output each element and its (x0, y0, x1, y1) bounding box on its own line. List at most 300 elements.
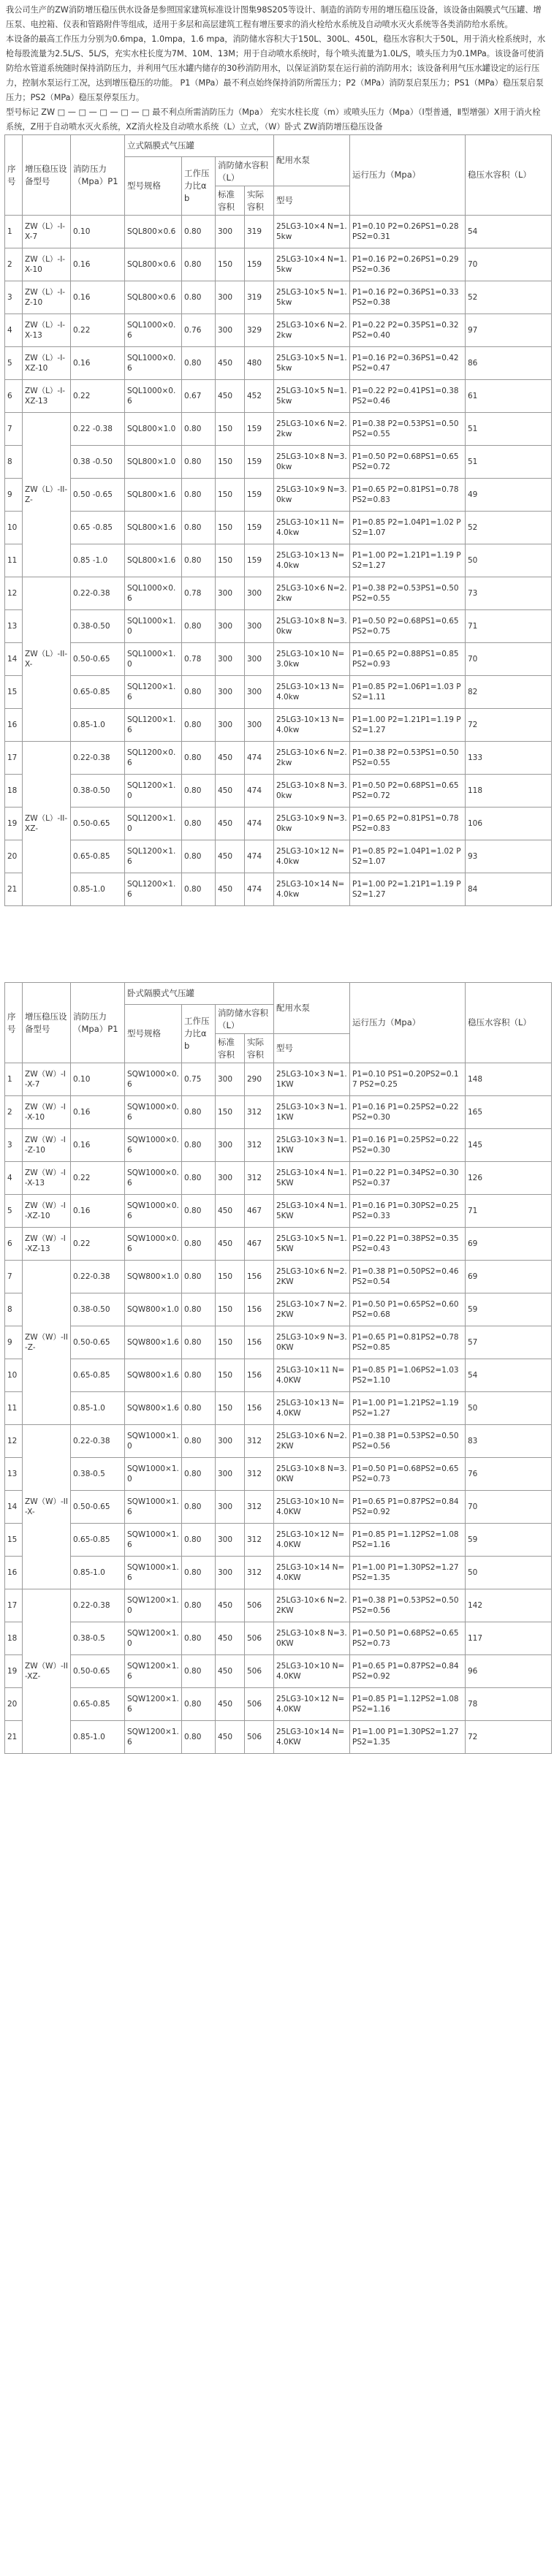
actual-volume-cell: 474 (245, 808, 274, 840)
table-row (5, 873, 552, 906)
pump-model-cell: 25LG3-10×6 N=2.2kw (274, 742, 350, 775)
work-ratio-cell: 0.80 (182, 610, 216, 643)
table-row (5, 248, 552, 281)
vessel-model-cell: SQL1200×1.6 (125, 873, 182, 906)
actual-volume-cell: 156 (245, 1326, 274, 1359)
stab-volume-cell: 70 (466, 248, 552, 281)
model-cell: ZW（L）-I-XZ-10 (23, 347, 71, 380)
pump-model-cell: 25LG3-10×11 N=4.0kw (274, 512, 350, 544)
table-row (5, 1096, 552, 1129)
vessel-model-cell: SQL800×1.0 (125, 413, 182, 446)
pump-model-cell: 25LG3-10×4 N=1.5kw (274, 216, 350, 248)
work-ratio-cell: 0.80 (182, 413, 216, 446)
actual-volume-cell: 159 (245, 413, 274, 446)
actual-volume-cell: 300 (245, 610, 274, 643)
intro-text (0, 0, 554, 134)
actual-volume-cell: 312 (245, 1096, 274, 1129)
stab-volume-cell: 165 (466, 1096, 552, 1129)
nominal-volume-cell: 450 (216, 347, 245, 380)
header-stab-volume: 稳压水容积（L） (466, 983, 552, 1063)
vessel-model-cell: SQL1000×0.6 (125, 314, 182, 347)
p1-cell: 0.85-1.0 (71, 1721, 125, 1754)
stab-volume-cell: 49 (466, 479, 552, 512)
table-row (5, 512, 552, 544)
run-pressure-cell: P1=0.16 P2=0.26PS1=0.29 PS2=0.36 (350, 248, 466, 281)
nominal-volume-cell: 150 (216, 1326, 245, 1359)
p1-cell: 0.50 -0.65 (71, 479, 125, 512)
nominal-volume-cell: 300 (216, 1162, 245, 1195)
stab-volume-cell: 76 (466, 1458, 552, 1491)
actual-volume-cell: 300 (245, 577, 274, 610)
header-no: 序号 (5, 983, 23, 1063)
pump-model-cell: 25LG3-10×4 N=1.5kw (274, 248, 350, 281)
header-no: 序号 (5, 135, 23, 216)
vessel-model-cell: SQL800×1.0 (125, 446, 182, 479)
run-pressure-cell: P1=0.85 P1=1.12PS2=1.08 PS2=1.16 (350, 1688, 466, 1721)
p1-cell: 0.50-0.65 (71, 808, 125, 840)
pump-model-cell: 25LG3-10×3 N=1.1KW (274, 1096, 350, 1129)
model-cell: ZW（W）-I-X-13 (23, 1162, 71, 1195)
header-work-ratio: 工作压力比α b (182, 157, 216, 216)
table-row (5, 676, 552, 709)
model-cell: ZW（L）-I-Z-10 (23, 281, 71, 314)
row-number: 2 (5, 248, 23, 281)
actual-volume-cell: 312 (245, 1425, 274, 1458)
work-ratio-cell: 0.67 (182, 380, 216, 413)
vessel-model-cell: SQL1200×1.6 (125, 676, 182, 709)
actual-volume-cell: 312 (245, 1557, 274, 1589)
run-pressure-cell: P1=0.38 P1=0.50PS2=0.46 PS2=0.54 (350, 1261, 466, 1293)
row-number: 14 (5, 1491, 23, 1524)
vessel-model-cell: SQL1000×0.6 (125, 347, 182, 380)
stab-volume-cell: 52 (466, 281, 552, 314)
table-row (5, 1425, 552, 1458)
vessel-model-cell: SQW1000×0.6 (125, 1063, 182, 1096)
row-number: 19 (5, 1655, 23, 1688)
header-work-ratio: 工作压力比α b (182, 1005, 216, 1063)
work-ratio-cell: 0.80 (182, 873, 216, 906)
nominal-volume-cell: 450 (216, 742, 245, 775)
model-cell: ZW（W）-I-Z-10 (23, 1129, 71, 1162)
pump-model-cell: 25LG3-10×12 N=4.0KW (274, 1524, 350, 1557)
stab-volume-cell: 61 (466, 380, 552, 413)
pump-model-cell: 25LG3-10×9 N=3.0kw (274, 479, 350, 512)
table-row (5, 347, 552, 380)
work-ratio-cell: 0.80 (182, 1096, 216, 1129)
nominal-volume-cell: 450 (216, 1688, 245, 1721)
actual-volume-cell: 159 (245, 479, 274, 512)
model-cell: ZW（W）-I-X-7 (23, 1063, 71, 1096)
pump-model-cell: 25LG3-10×14 N=4.0kw (274, 873, 350, 906)
stab-volume-cell: 106 (466, 808, 552, 840)
run-pressure-cell: P1=0.38 P2=0.53PS1=0.50 PS2=0.55 (350, 742, 466, 775)
run-pressure-cell: P1=0.65 P2=0.88PS1=0.85 PS2=0.93 (350, 643, 466, 676)
row-number: 3 (5, 281, 23, 314)
actual-volume-cell: 159 (245, 512, 274, 544)
work-ratio-cell: 0.80 (182, 709, 216, 742)
p1-cell: 0.65 -0.85 (71, 512, 125, 544)
work-ratio-cell: 0.80 (182, 512, 216, 544)
p1-cell: 0.50-0.65 (71, 1491, 125, 1524)
work-ratio-cell: 0.80 (182, 1293, 216, 1326)
vessel-model-cell: SQL1000×1.0 (125, 610, 182, 643)
pump-model-cell: 25LG3-10×13 N=4.0kw (274, 709, 350, 742)
p1-cell: 0.85-1.0 (71, 709, 125, 742)
row-number: 6 (5, 380, 23, 413)
table-row (5, 1557, 552, 1589)
pump-model-cell: 25LG3-10×9 N=3.0kw (274, 808, 350, 840)
header-model: 增压稳压设备型号 (23, 983, 71, 1063)
work-ratio-cell: 0.80 (182, 1721, 216, 1754)
work-ratio-cell: 0.80 (182, 1622, 216, 1655)
row-number: 7 (5, 413, 23, 446)
p1-cell: 0.22 -0.38 (71, 413, 125, 446)
stab-volume-cell: 93 (466, 840, 552, 873)
header-model: 增压稳压设备型号 (23, 135, 71, 216)
vessel-model-cell: SQW1000×0.6 (125, 1162, 182, 1195)
actual-volume-cell: 474 (245, 775, 274, 808)
stab-volume-cell: 51 (466, 413, 552, 446)
actual-volume-cell: 467 (245, 1195, 274, 1228)
run-pressure-cell: P1=0.38 P2=0.53PS1=0.50 PS2=0.55 (350, 413, 466, 446)
run-pressure-cell: P1=0.50 P2=0.68PS1=0.65 PS2=0.72 (350, 446, 466, 479)
pump-model-cell: 25LG3-10×8 N=3.0KW (274, 1458, 350, 1491)
pump-model-cell: 25LG3-10×6 N=2.2KW (274, 1425, 350, 1458)
table-row (5, 610, 552, 643)
p1-cell: 0.10 (71, 1063, 125, 1096)
run-pressure-cell: P1=0.16 P1=0.25PS2=0.22 PS2=0.30 (350, 1129, 466, 1162)
stab-volume-cell: 118 (466, 775, 552, 808)
nominal-volume-cell: 300 (216, 1129, 245, 1162)
stab-volume-cell: 71 (466, 1195, 552, 1228)
table-row (5, 1688, 552, 1721)
p1-cell: 0.16 (71, 347, 125, 380)
header-actual: 实际容积 (245, 186, 274, 216)
p1-cell: 0.22 (71, 1162, 125, 1195)
nominal-volume-cell: 300 (216, 610, 245, 643)
nominal-volume-cell: 450 (216, 1589, 245, 1622)
stab-volume-cell: 57 (466, 1326, 552, 1359)
vessel-model-cell: SQL1000×1.0 (125, 643, 182, 676)
pump-model-cell: 25LG3-10×4 N=1.5KW (274, 1162, 350, 1195)
p1-cell: 0.50-0.65 (71, 643, 125, 676)
run-pressure-cell: P1=0.38 P2=0.53PS1=0.50 PS2=0.55 (350, 577, 466, 610)
p1-cell: 0.22-0.38 (71, 1589, 125, 1622)
pump-model-cell: 25LG3-10×6 N=2.2kw (274, 413, 350, 446)
stab-volume-cell: 148 (466, 1063, 552, 1096)
stab-volume-cell: 145 (466, 1129, 552, 1162)
row-number: 13 (5, 610, 23, 643)
header-storage: 消防储水容积（L） (216, 1005, 274, 1034)
vessel-model-cell: SQL1200×1.6 (125, 709, 182, 742)
model-group-cell: ZW（L）-II-Z- (23, 413, 71, 577)
actual-volume-cell: 474 (245, 873, 274, 906)
vessel-model-cell: SQL800×1.6 (125, 512, 182, 544)
pump-model-cell: 25LG3-10×10 N=4.0KW (274, 1491, 350, 1524)
header-p1: 消防压力（Mpa）P1 (71, 983, 125, 1063)
row-number: 3 (5, 1129, 23, 1162)
actual-volume-cell: 319 (245, 216, 274, 248)
run-pressure-cell: P1=0.50 P1=0.65PS2=0.60 PS2=0.68 (350, 1293, 466, 1326)
table-row (5, 775, 552, 808)
run-pressure-cell: P1=1.00 P2=1.21P1=1.19 PS2=1.27 (350, 544, 466, 577)
pump-model-cell: 25LG3-10×11 N=4.0KW (274, 1359, 350, 1392)
row-number: 17 (5, 742, 23, 775)
run-pressure-cell: P1=0.65 P1=0.81PS2=0.78 PS2=0.85 (350, 1326, 466, 1359)
work-ratio-cell: 0.76 (182, 314, 216, 347)
row-number: 9 (5, 1326, 23, 1359)
table-row (5, 479, 552, 512)
table-row (5, 742, 552, 775)
pump-model-cell: 25LG3-10×8 N=3.0kw (274, 446, 350, 479)
pump-model-cell: 25LG3-10×14 N=4.0KW (274, 1721, 350, 1754)
actual-volume-cell: 156 (245, 1261, 274, 1293)
pump-model-cell: 25LG3-10×13 N=4.0kw (274, 544, 350, 577)
nominal-volume-cell: 450 (216, 1195, 245, 1228)
pump-model-cell: 25LG3-10×6 N=2.2KW (274, 1589, 350, 1622)
work-ratio-cell: 0.75 (182, 1063, 216, 1096)
vessel-model-cell: SQL800×1.6 (125, 479, 182, 512)
nominal-volume-cell: 300 (216, 281, 245, 314)
table-row (5, 1326, 552, 1359)
stab-volume-cell: 142 (466, 1589, 552, 1622)
intro-paragraph: 本设备的最高工作压力分别为0.6mpa，1.0mpa，1.6 mpa，消防储水容积大于150L、300L、450L，稳压水容积大于50L，用于消火栓系统时，水枪每股流量为2.5L/S、5L/S，充实水柱长度为7M、10M、13M；用于自动喷水系统时，每个喷头流量为1.0L/S，喷头压力为0.1MPa。该设备可使消防给水管道系统随时保持消防压力，并利用气压水罐内储存的30秒消防用水，以保证消防泵在运行前的消防用水；该设备利用气压水罐设定的运行压力，控制水泵运行工况，达到增压稳压的功能。 P1（MPa）最不利点始终保持消防所需压力；P2（MPa）消防泵启泵压力；PS1（MPa）稳压泵启泵压力；PS2（MPa）稳压泵停泵压力。 (6, 34, 546, 102)
run-pressure-cell: P1=0.65 P2=0.81PS1=0.78 PS2=0.83 (350, 808, 466, 840)
vessel-model-cell: SQL800×0.6 (125, 248, 182, 281)
stab-volume-cell: 54 (466, 1359, 552, 1392)
nominal-volume-cell: 300 (216, 1425, 245, 1458)
work-ratio-cell: 0.80 (182, 281, 216, 314)
run-pressure-cell: P1=0.85 P1=1.12PS2=1.08 PS2=1.16 (350, 1524, 466, 1557)
table-row (5, 1491, 552, 1524)
row-number: 11 (5, 544, 23, 577)
pump-model-cell: 25LG3-10×10 N=3.0kw (274, 643, 350, 676)
run-pressure-cell: P1=0.16 P1=0.25PS2=0.22 PS2=0.30 (350, 1096, 466, 1129)
run-pressure-cell: P1=1.00 P1=1.30PS2=1.27 PS2=1.35 (350, 1721, 466, 1754)
pump-model-cell: 25LG3-10×6 N=2.2kw (274, 314, 350, 347)
actual-volume-cell: 452 (245, 380, 274, 413)
pump-model-cell: 25LG3-10×8 N=3.0KW (274, 1622, 350, 1655)
run-pressure-cell: P1=0.22 P1=0.34PS2=0.30 PS2=0.37 (350, 1162, 466, 1195)
p1-cell: 0.22 (71, 380, 125, 413)
work-ratio-cell: 0.80 (182, 446, 216, 479)
header-pump: 配用水泵 (274, 135, 350, 186)
p1-cell: 0.38-0.5 (71, 1622, 125, 1655)
stab-volume-cell: 72 (466, 1721, 552, 1754)
row-number: 13 (5, 1458, 23, 1491)
run-pressure-cell: P1=1.00 P1=1.30PS2=1.27 PS2=1.35 (350, 1557, 466, 1589)
work-ratio-cell: 0.80 (182, 742, 216, 775)
work-ratio-cell: 0.78 (182, 643, 216, 676)
stab-volume-cell: 69 (466, 1261, 552, 1293)
vessel-model-cell: SQW1200×1.6 (125, 1655, 182, 1688)
work-ratio-cell: 0.80 (182, 1162, 216, 1195)
p1-cell: 0.22-0.38 (71, 1261, 125, 1293)
p1-cell: 0.85 -1.0 (71, 544, 125, 577)
header-pump-model: 型号 (274, 1034, 350, 1063)
model-cell: ZW（W）-I-X-10 (23, 1096, 71, 1129)
p1-cell: 0.65-0.85 (71, 1359, 125, 1392)
table-row (5, 1655, 552, 1688)
stab-volume-cell: 72 (466, 709, 552, 742)
actual-volume-cell: 312 (245, 1524, 274, 1557)
header-vessel-model: 型号规格 (125, 1005, 182, 1063)
pump-model-cell: 25LG3-10×7 N=2.2KW (274, 1293, 350, 1326)
run-pressure-cell: P1=0.50 P1=0.68PS2=0.65 PS2=0.73 (350, 1458, 466, 1491)
stab-volume-cell: 97 (466, 314, 552, 347)
header-pump-model: 型号 (274, 186, 350, 216)
vessel-model-cell: SQW800×1.0 (125, 1261, 182, 1293)
nominal-volume-cell: 300 (216, 1063, 245, 1096)
row-number: 16 (5, 709, 23, 742)
run-pressure-cell: P1=0.85 P1=1.06PS2=1.03 PS2=1.10 (350, 1359, 466, 1392)
actual-volume-cell: 312 (245, 1162, 274, 1195)
row-number: 6 (5, 1228, 23, 1261)
work-ratio-cell: 0.80 (182, 1557, 216, 1589)
model-cell: ZW（L）-I-X-13 (23, 314, 71, 347)
work-ratio-cell: 0.80 (182, 1688, 216, 1721)
row-number: 20 (5, 840, 23, 873)
table-row (5, 1524, 552, 1557)
p1-cell: 0.16 (71, 1129, 125, 1162)
table-row (5, 1162, 552, 1195)
vessel-model-cell: SQW1200×1.6 (125, 1721, 182, 1754)
vessel-model-cell: SQL800×0.6 (125, 281, 182, 314)
table-row (5, 1228, 552, 1261)
run-pressure-cell: P1=0.65 P1=0.87PS2=0.84 PS2=0.92 (350, 1491, 466, 1524)
run-pressure-cell: P1=1.00 P2=1.21P1=1.19 PS2=1.27 (350, 709, 466, 742)
run-pressure-cell: P1=0.16 P2=0.36PS1=0.42 PS2=0.47 (350, 347, 466, 380)
nominal-volume-cell: 450 (216, 873, 245, 906)
nominal-volume-cell: 450 (216, 1655, 245, 1688)
vessel-model-cell: SQW1200×1.0 (125, 1622, 182, 1655)
work-ratio-cell: 0.80 (182, 1195, 216, 1228)
actual-volume-cell: 312 (245, 1458, 274, 1491)
header-stab-volume: 稳压水容积（L） (466, 135, 552, 216)
row-number: 4 (5, 1162, 23, 1195)
header-nominal: 标准容积 (216, 1034, 245, 1063)
work-ratio-cell: 0.80 (182, 1261, 216, 1293)
actual-volume-cell: 312 (245, 1491, 274, 1524)
pump-model-cell: 25LG3-10×13 N=4.0kw (274, 676, 350, 709)
table-row (5, 1589, 552, 1622)
p1-cell: 0.85-1.0 (71, 873, 125, 906)
actual-volume-cell: 506 (245, 1655, 274, 1688)
header-p1: 消防压力（Mpa）P1 (71, 135, 125, 216)
stab-volume-cell: 126 (466, 1162, 552, 1195)
row-number: 17 (5, 1589, 23, 1622)
row-number: 7 (5, 1261, 23, 1293)
run-pressure-cell: P1=0.22 P2=0.41PS1=0.38 PS2=0.46 (350, 380, 466, 413)
vessel-model-cell: SQW1000×1.0 (125, 1425, 182, 1458)
nominal-volume-cell: 450 (216, 808, 245, 840)
stab-volume-cell: 70 (466, 643, 552, 676)
nominal-volume-cell: 450 (216, 840, 245, 873)
actual-volume-cell: 159 (245, 544, 274, 577)
stab-volume-cell: 50 (466, 1557, 552, 1589)
model-cell: ZW（W）-I-XZ-10 (23, 1195, 71, 1228)
model-cell: ZW（L）-I-X-10 (23, 248, 71, 281)
pump-model-cell: 25LG3-10×6 N=2.2kw (274, 577, 350, 610)
intro-paragraph: 我公司生产的ZW消防增压稳压供水设备是参照国家建筑标准设计图集98S205等设计、制造的消防专用的增压稳压设备，该设备由隔膜式气压罐、增压泵、电控箱、仪表和管路附件等组成，适用于多层和高层建筑工程有增压要求的消火栓给水系统及自动喷水灭火系统等各类消防给水系统。 (6, 5, 542, 29)
p1-cell: 0.16 (71, 1195, 125, 1228)
actual-volume-cell: 506 (245, 1688, 274, 1721)
work-ratio-cell: 0.80 (182, 808, 216, 840)
pump-model-cell: 25LG3-10×8 N=3.0kw (274, 610, 350, 643)
pump-model-cell: 25LG3-10×13 N=4.0KW (274, 1392, 350, 1425)
actual-volume-cell: 300 (245, 709, 274, 742)
vessel-model-cell: SQW1000×1.6 (125, 1524, 182, 1557)
vessel-model-cell: SQW1000×1.6 (125, 1557, 182, 1589)
model-cell: ZW（L）-I-X-7 (23, 216, 71, 248)
run-pressure-cell: P1=0.85 P2=1.04P1=1.02 PS2=1.07 (350, 840, 466, 873)
nominal-volume-cell: 300 (216, 1524, 245, 1557)
model-group-cell: ZW（W）-II-Z- (23, 1261, 71, 1425)
run-pressure-cell: P1=0.22 P2=0.35PS1=0.32 PS2=0.40 (350, 314, 466, 347)
row-number: 20 (5, 1688, 23, 1721)
nominal-volume-cell: 150 (216, 446, 245, 479)
actual-volume-cell: 506 (245, 1589, 274, 1622)
work-ratio-cell: 0.80 (182, 775, 216, 808)
nominal-volume-cell: 150 (216, 1293, 245, 1326)
row-number: 19 (5, 808, 23, 840)
run-pressure-cell: P1=0.50 P1=0.68PS2=0.65 PS2=0.73 (350, 1622, 466, 1655)
model-cell: ZW（L）-I-XZ-13 (23, 380, 71, 413)
nominal-volume-cell: 450 (216, 1721, 245, 1754)
actual-volume-cell: 156 (245, 1359, 274, 1392)
intro-paragraph: 型号标记 ZW □ — □ — □ — □ — □ 最不利点所需消防压力（Mpa） 充实水柱长度（m）或喷头压力（Mpa）（Ⅰ型普通，Ⅱ型增强）X用于消火栓系统，Z用于自动喷水灭火系统，XZ消火栓及自动喷水系统（L）立式，（W）卧式 ZW消防增压稳压设备 (6, 107, 541, 132)
p1-cell: 0.38-0.50 (71, 775, 125, 808)
run-pressure-cell: P1=0.65 P1=0.87PS2=0.84 PS2=0.92 (350, 1655, 466, 1688)
work-ratio-cell: 0.80 (182, 1491, 216, 1524)
vessel-model-cell: SQW1000×1.6 (125, 1491, 182, 1524)
nominal-volume-cell: 450 (216, 1622, 245, 1655)
nominal-volume-cell: 300 (216, 1491, 245, 1524)
header-run-pressure: 运行压力（Mpa） (350, 135, 466, 216)
vessel-model-cell: SQW800×1.6 (125, 1392, 182, 1425)
row-number: 10 (5, 512, 23, 544)
work-ratio-cell: 0.80 (182, 1326, 216, 1359)
row-number: 9 (5, 479, 23, 512)
p1-cell: 0.85-1.0 (71, 1557, 125, 1589)
header-vessel: 卧式隔膜式气压罐 (125, 983, 274, 1005)
table-row (5, 216, 552, 248)
stab-volume-cell: 50 (466, 1392, 552, 1425)
p1-cell: 0.38 -0.50 (71, 446, 125, 479)
row-number: 14 (5, 643, 23, 676)
header-storage: 消防储水容积（L） (216, 157, 274, 186)
row-number: 21 (5, 1721, 23, 1754)
stab-volume-cell: 70 (466, 1491, 552, 1524)
nominal-volume-cell: 150 (216, 1096, 245, 1129)
model-group-cell: ZW（L）-II-X- (23, 577, 71, 742)
stab-volume-cell: 50 (466, 544, 552, 577)
row-number: 11 (5, 1392, 23, 1425)
p1-cell: 0.65-0.85 (71, 1524, 125, 1557)
table-row (5, 808, 552, 840)
actual-volume-cell: 156 (245, 1392, 274, 1425)
p1-cell: 0.22 (71, 1228, 125, 1261)
row-number: 8 (5, 446, 23, 479)
pump-model-cell: 25LG3-10×5 N=1.5KW (274, 1228, 350, 1261)
actual-volume-cell: 474 (245, 840, 274, 873)
vessel-model-cell: SQW1200×1.6 (125, 1688, 182, 1721)
model-group-cell: ZW（W）-II-XZ- (23, 1589, 71, 1754)
p1-cell: 0.22-0.38 (71, 1425, 125, 1458)
work-ratio-cell: 0.80 (182, 544, 216, 577)
nominal-volume-cell: 300 (216, 709, 245, 742)
run-pressure-cell: P1=1.00 P1=1.21PS2=1.19 PS2=1.27 (350, 1392, 466, 1425)
